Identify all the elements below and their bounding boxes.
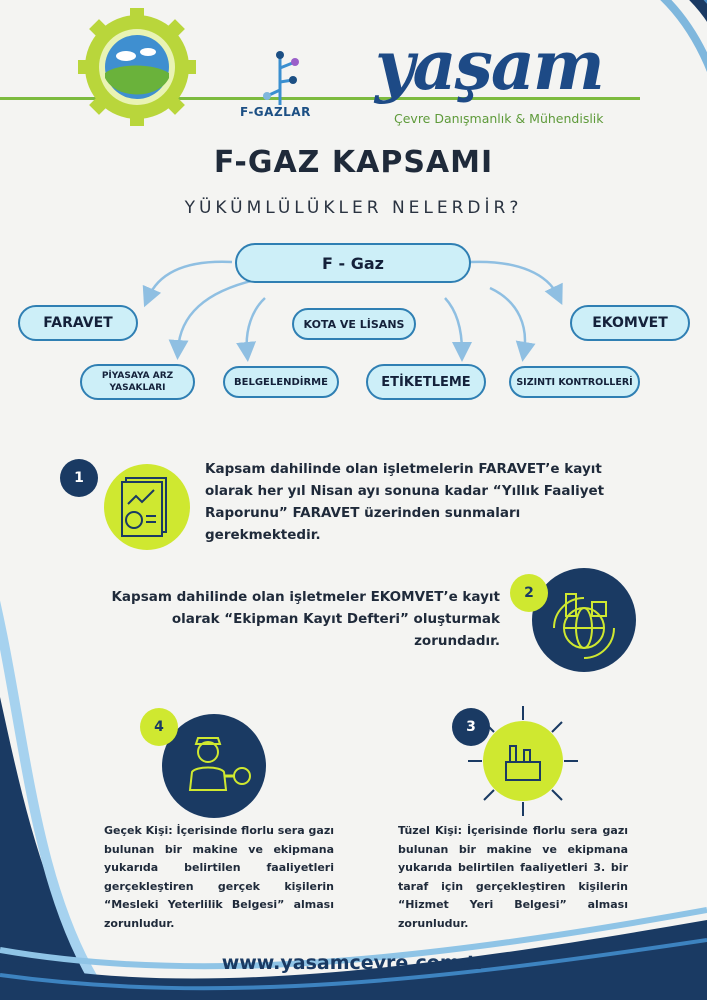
- brand-logo-text: yaşam: [375, 26, 603, 106]
- fgazlar-label: F-GAZLAR: [240, 105, 311, 119]
- website-link[interactable]: www.yasamcevre.com.tr: [221, 952, 486, 974]
- etiketleme-node: ETİKETLEME: [366, 364, 486, 400]
- step-4-badge: 4: [140, 708, 178, 746]
- brand-tagline: Çevre Danışmanlık & Mühendislik: [394, 111, 604, 126]
- item-2-text: Kapsam dahilinde olan işletmeler EKOMVET’e kayıt olarak “Ekipman Kayıt Defteri” oluşturmak zorundadır.: [111, 589, 500, 649]
- step-1-badge: 1: [60, 459, 98, 497]
- report-chart-icon: [104, 464, 190, 550]
- globe-buildings-icon: [532, 568, 636, 672]
- molecule-icon: [255, 50, 305, 110]
- ekomvet-node: EKOMVET: [570, 305, 690, 341]
- page-title: F-GAZ KAPSAMI: [213, 145, 494, 180]
- sizinti-kontrolleri-node: SIZINTI KONTROLLERİ: [509, 366, 640, 398]
- piyasaya-arz-node: PİYASAYA ARZ YASAKLARI: [80, 364, 195, 400]
- item-3-text: Tüzel Kişi: İçerisinde florlu sera gazı bulunan bir makine ve ekipmana yukarıda belirtilen faaliyetleri 3. bir taraf için gerçekleştiren kişilerin “Hizmet Yeri Belgesi” alması zorunludur.: [398, 824, 628, 930]
- item-1-text: Kapsam dahilinde olan işletmelerin FARAVET’e kayıt olarak her yıl Nisan ayı sonuna kadar “Yıllık Faaliyet Raporunu” FARAVET üzerinden sunmaları gerekmektedir.: [205, 461, 605, 543]
- step-3-badge: 3: [452, 708, 490, 746]
- belgelendirme-node: BELGELENDİRME: [223, 366, 339, 398]
- step-2-badge: 2: [510, 574, 548, 612]
- faravet-node: FARAVET: [18, 305, 138, 341]
- top-right-wave-decoration: [607, 0, 707, 230]
- item-4-text: Geçek Kişi: İçerisinde florlu sera gazı bulunan bir makine ve ekipmana yukarıda belirtilen faaliyetleri gerçekleştiren gerçek kişilerin “Mesleki Yeterlilik Belgesi” alması zorunludur.: [104, 824, 334, 930]
- f-gaz-root-node: F - Gaz: [235, 243, 471, 283]
- gear-earth-logo-icon: [78, 8, 196, 126]
- page-subtitle: YÜKÜMLÜLÜKLER NELERDİR?: [184, 198, 523, 218]
- kota-lisans-node: KOTA VE LİSANS: [292, 308, 416, 340]
